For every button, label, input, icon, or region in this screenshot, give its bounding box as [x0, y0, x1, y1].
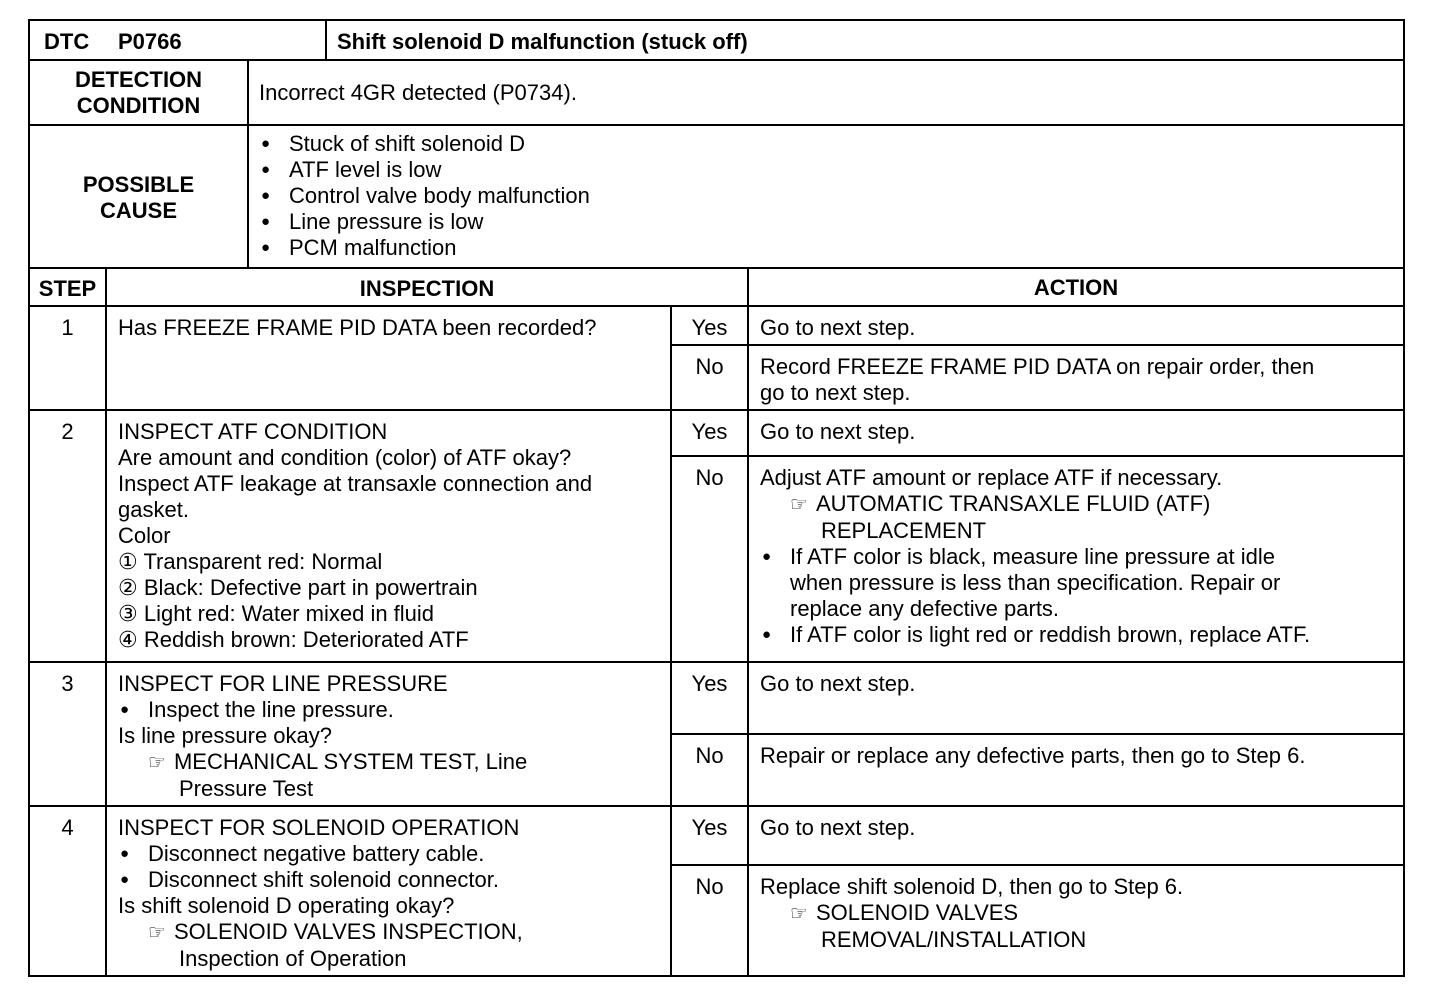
rule-step3-end	[28, 805, 1405, 807]
cause-item: ● PCM malfunction	[259, 235, 590, 261]
column-action: ACTION	[1033, 275, 1119, 300]
rule-step3-yes-no	[670, 733, 1405, 735]
cause-item: ● Line pressure is low	[259, 209, 590, 235]
reference-text: AUTOMATIC TRANSAXLE FLUID (ATF)	[815, 491, 1211, 516]
step3-no-action: Repair or replace any defective parts, then go to Step 6.	[760, 743, 1306, 768]
inspection-title: INSPECT FOR LINE PRESSURE	[118, 671, 448, 696]
step-number: 3	[61, 671, 74, 696]
border-right	[1403, 19, 1405, 977]
reference[interactable]	[118, 919, 523, 946]
rule-under-columns	[28, 305, 1405, 307]
action-bullet: ● If ATF color is light red or reddish brown, replace ATF.	[760, 622, 1310, 648]
step4-no-action	[760, 874, 1183, 953]
step1-yes-action: Go to next step.	[760, 315, 916, 340]
step3-inspection	[118, 671, 527, 802]
detection-label: DETECTION CONDITION	[74, 67, 203, 118]
step3-yes-action: Go to next step.	[760, 671, 916, 696]
pointing-hand-icon: ☞	[790, 903, 808, 925]
reference[interactable]	[118, 749, 527, 776]
reference-text: REMOVAL/INSTALLATION	[821, 927, 1087, 952]
inspection-bullets	[118, 697, 527, 723]
reference[interactable]	[760, 491, 1310, 518]
step-number: 2	[61, 419, 74, 444]
text-line: Inspect ATF leakage at transaxle connection and	[118, 471, 593, 496]
color-item: ④ Reddish brown: Deteriorated ATF	[118, 627, 469, 652]
reference-text: MECHANICAL SYSTEM TEST, Line	[173, 749, 528, 774]
cause-item: ● ATF level is low	[259, 157, 590, 183]
rule-under-title	[28, 59, 1405, 61]
text-line: when pressure is less than specification. Repair or	[790, 570, 1281, 595]
cause-item: ● Stuck of shift solenoid D	[259, 131, 590, 157]
action-bullets	[760, 544, 1310, 648]
inspection-bullet: ● Disconnect shift solenoid connector.	[118, 867, 523, 893]
rule-step-col	[105, 267, 107, 977]
reference-text: SOLENOID VALVES INSPECTION,	[173, 919, 523, 944]
possible-cause-list	[259, 131, 590, 261]
text-line: replace any defective parts.	[790, 596, 1060, 621]
step2-no-action	[760, 465, 1310, 648]
color-item: ③ Light red: Water mixed in fluid	[118, 601, 435, 626]
step4-inspection	[118, 815, 523, 972]
dtc-title: Shift solenoid D malfunction (stuck off)	[337, 29, 748, 54]
step-number: 4	[61, 815, 74, 840]
step2-yes-action: Go to next step.	[760, 419, 916, 444]
dtc-label: DTC	[44, 29, 90, 54]
reference-text: Pressure Test	[179, 776, 314, 801]
step4-no-label: No	[695, 874, 724, 899]
reference-text: REPLACEMENT	[821, 518, 987, 543]
pointing-hand-icon: ☞	[148, 752, 166, 774]
inspection-title: INSPECT FOR SOLENOID OPERATION	[118, 815, 520, 840]
rule-step2-yes-no	[670, 455, 1405, 457]
rule-step4-yes-no	[670, 864, 1405, 866]
step1-yes-label: Yes	[691, 315, 728, 340]
step1-inspection: Has FREEZE FRAME PID DATA been recorded?	[118, 315, 597, 340]
inspection-bullets	[118, 841, 523, 893]
detection-text: Incorrect 4GR detected (P0734).	[259, 80, 577, 105]
step2-yes-label: Yes	[691, 419, 728, 444]
step3-no-label: No	[695, 743, 724, 768]
text-line: Are amount and condition (color) of ATF okay?	[118, 445, 572, 470]
rule-under-detection	[28, 124, 1405, 126]
step3-yes-label: Yes	[691, 671, 728, 696]
rule-step1-end	[28, 409, 1405, 411]
reference-text: Inspection of Operation	[179, 946, 407, 971]
rule-under-cause	[28, 267, 1405, 269]
rule-step2-end	[28, 661, 1405, 663]
step-number: 1	[61, 315, 74, 340]
step2-no-label: No	[695, 465, 724, 490]
color-item: ② Black: Defective part in powertrain	[118, 575, 478, 600]
color-item: ① Transparent red: Normal	[118, 549, 383, 574]
text-line: Adjust ATF amount or replace ATF if necessary.	[760, 465, 1223, 490]
column-step: STEP	[38, 276, 97, 301]
step4-yes-action: Go to next step.	[760, 815, 916, 840]
border-top	[28, 19, 1405, 21]
dtc-code: P0766	[118, 29, 182, 54]
inspection-question: Is shift solenoid D operating okay?	[118, 893, 455, 918]
rule-action-col	[747, 267, 749, 977]
text-line: Record FREEZE FRAME PID DATA on repair order, then	[760, 354, 1315, 379]
reference-text: SOLENOID VALVES	[815, 900, 1019, 925]
rule-label-divider	[247, 59, 249, 269]
step2-inspection	[118, 419, 592, 653]
text-line: Replace shift solenoid D, then go to Step 6.	[760, 874, 1184, 899]
pointing-hand-icon: ☞	[148, 922, 166, 944]
column-inspection: INSPECTION	[359, 276, 495, 301]
rule-step1-yes-no	[670, 344, 1405, 346]
text-line: gasket.	[118, 497, 189, 522]
possible-cause-label: POSSIBLE CAUSE	[82, 172, 195, 223]
inspection-bullet: ● Disconnect negative battery cable.	[118, 841, 523, 867]
cause-item: ● Control valve body malfunction	[259, 183, 590, 209]
action-bullet	[760, 544, 1310, 622]
rule-title-divider	[325, 19, 327, 61]
step4-yes-label: Yes	[691, 815, 728, 840]
inspection-title: INSPECT ATF CONDITION	[118, 419, 388, 444]
color-label: Color	[118, 523, 171, 548]
inspection-bullet: ● Inspect the line pressure.	[118, 697, 527, 723]
text-line: ● If ATF color is black, measure line pressure at idle	[790, 544, 1276, 569]
step1-no-label: No	[695, 354, 724, 379]
step1-no-action	[760, 354, 1314, 406]
border-bottom	[28, 975, 1405, 977]
inspection-question: Is line pressure okay?	[118, 723, 332, 748]
text-line: go to next step.	[760, 380, 911, 405]
pointing-hand-icon: ☞	[790, 494, 808, 516]
reference[interactable]	[760, 900, 1183, 927]
